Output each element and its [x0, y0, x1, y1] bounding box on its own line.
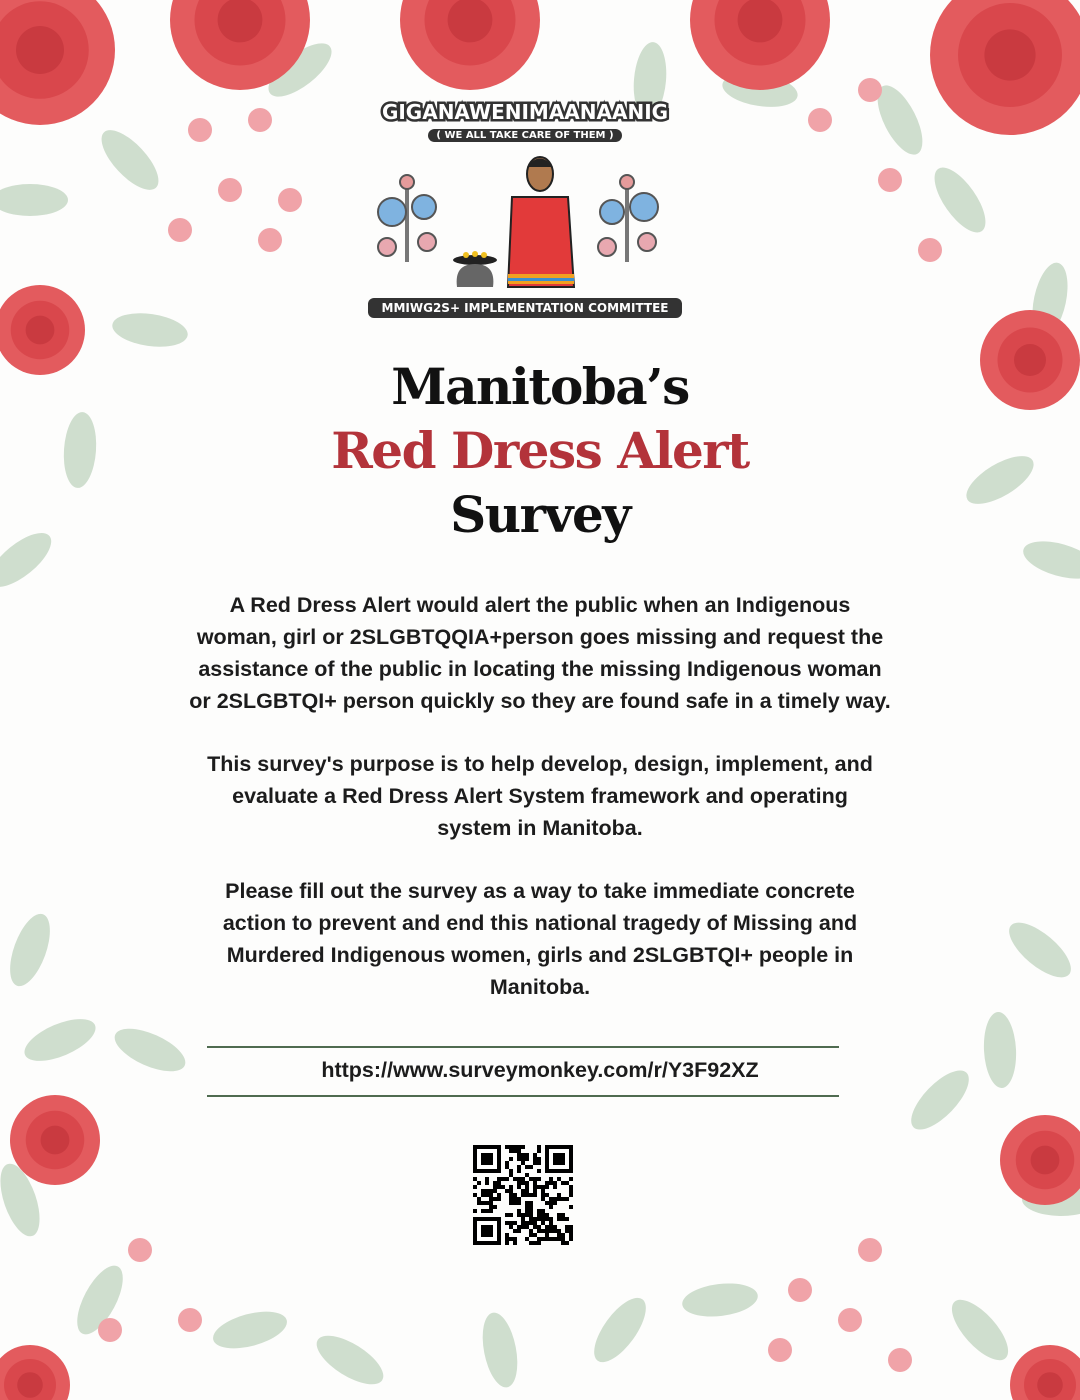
qr-module: [501, 1185, 505, 1189]
qr-module: [525, 1181, 529, 1185]
qr-module: [525, 1153, 529, 1157]
qr-module: [509, 1145, 513, 1149]
rose-center: [984, 29, 1035, 80]
qr-module: [517, 1177, 521, 1181]
qr-module: [481, 1189, 485, 1193]
blossom-icon: [128, 1238, 152, 1262]
qr-module: [529, 1213, 533, 1217]
qr-module: [513, 1197, 517, 1201]
qr-module: [569, 1177, 573, 1181]
text-line: This survey's purpose is to help develop, design, implement, and: [207, 752, 873, 776]
qr-module: [541, 1229, 545, 1233]
qr-module: [545, 1213, 549, 1217]
qr-module: [529, 1241, 533, 1245]
rose-center: [1031, 1146, 1060, 1175]
qr-module: [517, 1197, 521, 1201]
qr-module: [509, 1173, 513, 1177]
qr-module: [553, 1225, 557, 1229]
qr-module: [565, 1229, 569, 1233]
qr-module: [557, 1217, 561, 1221]
qr-module: [517, 1149, 521, 1153]
qr-module: [485, 1193, 489, 1197]
qr-module: [509, 1169, 513, 1173]
qr-module: [525, 1201, 529, 1205]
qr-module: [489, 1209, 493, 1213]
text-line: action to prevent and end this national tragedy of Missing and: [222, 911, 858, 935]
qr-module: [561, 1217, 565, 1221]
leaf-icon: [477, 1310, 523, 1391]
qr-module: [541, 1189, 545, 1193]
qr-module: [509, 1189, 513, 1193]
blossom-icon: [188, 118, 212, 142]
text-line: evaluate a Red Dress Alert System framework and operating: [232, 784, 848, 808]
page-title: [0, 355, 1080, 547]
qr-module: [553, 1153, 565, 1165]
qr-module: [517, 1185, 521, 1189]
qr-module: [557, 1233, 561, 1237]
qr-module: [561, 1241, 565, 1245]
qr-module: [537, 1229, 541, 1233]
qr-module: [473, 1177, 477, 1181]
qr-module: [537, 1241, 541, 1245]
logo-subtitle: ( WE ALL TAKE CARE OF THEM ): [362, 130, 688, 144]
qr-module: [497, 1181, 501, 1185]
qr-module: [509, 1157, 513, 1161]
qr-module: [525, 1173, 529, 1177]
qr-module: [489, 1197, 493, 1201]
qr-module: [537, 1237, 541, 1241]
qr-module: [549, 1217, 553, 1221]
qr-module: [565, 1241, 569, 1245]
qr-module: [529, 1205, 533, 1209]
blossom-icon: [278, 188, 302, 212]
qr-module: [473, 1209, 477, 1213]
qr-module: [525, 1209, 529, 1213]
qr-module: [521, 1189, 525, 1193]
logo-committee-banner: MMIWG2S+ IMPLEMENTATION COMMITTEE: [368, 298, 682, 318]
blossom-icon: [768, 1338, 792, 1362]
qr-module: [513, 1221, 517, 1225]
qr-module: [509, 1237, 513, 1241]
qr-module: [541, 1197, 545, 1201]
qr-module: [493, 1197, 497, 1201]
qr-module: [557, 1177, 561, 1181]
qr-module: [569, 1189, 573, 1193]
qr-module: [493, 1185, 497, 1189]
leaf-icon: [209, 1305, 291, 1356]
qr-module: [509, 1193, 513, 1197]
blossom-icon: [178, 1308, 202, 1332]
qr-module: [513, 1193, 517, 1197]
qr-module: [497, 1197, 501, 1201]
qr-module: [485, 1177, 489, 1181]
leaf-icon: [925, 160, 995, 241]
qr-module: [529, 1221, 533, 1225]
qr-module: [549, 1197, 553, 1201]
qr-module: [553, 1197, 557, 1201]
qr-module: [537, 1157, 541, 1161]
blossom-icon: [858, 78, 882, 102]
title-line-manitoba: Manitoba’s: [391, 357, 689, 416]
qr-module: [561, 1213, 565, 1217]
committee-logo: [362, 100, 688, 318]
rose-center: [26, 316, 55, 345]
qr-module: [545, 1181, 549, 1185]
blossom-icon: [838, 1308, 862, 1332]
qr-module: [509, 1197, 513, 1201]
blossom-icon: [98, 1318, 122, 1342]
floral-beadwork-left-icon: [378, 175, 436, 262]
rose-center: [16, 26, 64, 74]
title-line-survey: Survey: [450, 485, 630, 544]
leaf-icon: [943, 1291, 1018, 1369]
qr-module: [525, 1157, 529, 1161]
qr-module: [493, 1181, 497, 1185]
qr-module: [473, 1193, 477, 1197]
qr-module: [565, 1225, 569, 1229]
qr-module: [569, 1237, 573, 1241]
qr-module: [513, 1201, 517, 1205]
qr-module: [549, 1229, 553, 1233]
qr-module: [481, 1201, 485, 1205]
qr-module: [481, 1193, 485, 1197]
qr-module: [513, 1145, 517, 1149]
qr-module: [513, 1241, 517, 1245]
qr-module: [489, 1193, 493, 1197]
qr-module: [517, 1213, 521, 1217]
qr-module: [537, 1149, 541, 1153]
qr-module: [541, 1221, 545, 1225]
leaf-icon: [309, 1326, 390, 1393]
qr-module: [529, 1229, 533, 1233]
rose-center: [17, 1372, 43, 1398]
qr-module: [565, 1181, 569, 1185]
leaf-icon: [0, 184, 68, 216]
qr-module: [505, 1241, 509, 1245]
qr-module: [509, 1149, 513, 1153]
qr-module: [533, 1225, 537, 1229]
qr-code[interactable]: [473, 1145, 573, 1245]
qr-module: [485, 1201, 489, 1205]
qr-module: [525, 1225, 529, 1229]
qr-module: [521, 1181, 525, 1185]
qr-module: [525, 1237, 529, 1241]
blossom-icon: [168, 218, 192, 242]
qr-module: [553, 1237, 557, 1241]
qr-module: [517, 1209, 521, 1213]
qr-module: [497, 1177, 501, 1181]
text-line: Murdered Indigenous women, girls and 2SLGBTQI+ people in: [226, 943, 854, 967]
qr-module: [561, 1233, 565, 1237]
blossom-icon: [858, 1238, 882, 1262]
qr-module: [549, 1181, 553, 1185]
qr-module: [509, 1201, 513, 1205]
qr-module: [537, 1169, 541, 1173]
qr-module: [545, 1185, 549, 1189]
qr-module: [517, 1169, 521, 1173]
blossom-icon: [218, 178, 242, 202]
qr-module: [505, 1161, 509, 1165]
qr-module: [569, 1193, 573, 1197]
qr-module: [505, 1233, 509, 1237]
qr-module: [517, 1157, 521, 1161]
qr-module: [477, 1197, 481, 1201]
qr-module: [537, 1213, 541, 1217]
qr-module: [521, 1177, 525, 1181]
qr-module: [557, 1197, 561, 1201]
qr-module: [545, 1201, 549, 1205]
qr-module: [513, 1229, 517, 1233]
qr-module: [509, 1221, 513, 1225]
qr-module: [561, 1237, 565, 1241]
qr-module: [533, 1221, 537, 1225]
qr-module: [533, 1193, 537, 1197]
qr-module: [549, 1201, 553, 1205]
divider-bottom: [207, 1095, 839, 1097]
text-line: A Red Dress Alert would alert the public when an Indigenous: [229, 593, 851, 617]
paragraph-description: [100, 589, 980, 717]
leaf-icon: [1001, 913, 1080, 986]
qr-module: [537, 1217, 541, 1221]
qr-module: [489, 1201, 493, 1205]
qr-module: [561, 1197, 565, 1201]
qr-module: [557, 1213, 561, 1217]
qr-module: [525, 1221, 529, 1225]
qr-module: [493, 1189, 497, 1193]
qr-module: [541, 1213, 545, 1217]
qr-module: [517, 1201, 521, 1205]
qr-module: [497, 1185, 501, 1189]
qr-module: [525, 1185, 529, 1189]
qr-module: [517, 1229, 521, 1233]
qr-module: [533, 1177, 537, 1181]
qr-module: [545, 1225, 549, 1229]
qr-module: [505, 1177, 509, 1181]
blossom-icon: [878, 168, 902, 192]
qr-module: [505, 1213, 509, 1217]
qr-module: [521, 1157, 525, 1161]
qr-module: [529, 1177, 533, 1181]
qr-module: [533, 1153, 537, 1157]
qr-module: [521, 1221, 525, 1225]
qr-module: [529, 1201, 533, 1205]
qr-module: [485, 1209, 489, 1213]
qr-module: [549, 1221, 553, 1225]
qr-module: [477, 1181, 481, 1185]
qr-module: [533, 1157, 537, 1161]
qr-module: [557, 1229, 561, 1233]
qr-module: [517, 1181, 521, 1185]
qr-module: [549, 1237, 553, 1241]
qr-module: [565, 1217, 569, 1221]
qr-module: [537, 1145, 541, 1149]
smudge-bowl-icon: [453, 251, 497, 287]
qr-module: [525, 1205, 529, 1209]
qr-module: [529, 1209, 533, 1213]
qr-module: [521, 1145, 525, 1149]
survey-link[interactable]: https://www.surveymonkey.com/r/Y3F92XZ: [321, 1058, 759, 1082]
qr-module: [533, 1161, 537, 1165]
qr-module: [553, 1181, 557, 1185]
qr-module: [493, 1205, 497, 1209]
qr-module: [505, 1189, 509, 1193]
rose-center: [1037, 1372, 1063, 1398]
text-line: assistance of the public in locating the missing Indigenous woman: [198, 657, 882, 681]
floral-beadwork-right-icon: [598, 175, 658, 262]
rose-center: [41, 1126, 70, 1155]
paragraph-purpose: [100, 748, 980, 844]
blossom-icon: [918, 238, 942, 262]
qr-module: [549, 1177, 553, 1181]
qr-module: [533, 1241, 537, 1245]
qr-module: [545, 1237, 549, 1241]
qr-module: [521, 1225, 525, 1229]
qr-module: [529, 1217, 533, 1221]
qr-module: [521, 1193, 525, 1197]
qr-module: [501, 1177, 505, 1181]
qr-module: [533, 1185, 537, 1189]
qr-module: [529, 1193, 533, 1197]
qr-module: [545, 1217, 549, 1221]
qr-module: [485, 1189, 489, 1193]
qr-module: [521, 1153, 525, 1157]
qr-module: [513, 1177, 517, 1181]
qr-module: [517, 1225, 521, 1229]
qr-module: [477, 1201, 481, 1205]
text-line: woman, girl or 2SLGBTQQIA+person goes missing and request the: [196, 625, 884, 649]
qr-module: [489, 1205, 493, 1209]
qr-module: [541, 1217, 545, 1221]
qr-module: [485, 1181, 489, 1185]
leaf-icon: [2, 909, 58, 991]
qr-module: [521, 1161, 525, 1165]
qr-module: [529, 1165, 533, 1169]
qr-module: [537, 1161, 541, 1165]
title-line-red-dress-alert: Red Dress Alert: [331, 421, 749, 480]
qr-module: [533, 1217, 537, 1221]
leaf-icon: [585, 1290, 656, 1370]
qr-module: [497, 1193, 501, 1197]
qr-module: [553, 1229, 557, 1233]
qr-module: [553, 1185, 557, 1189]
qr-module: [513, 1149, 517, 1153]
qr-module: [569, 1185, 573, 1189]
qr-module: [521, 1217, 525, 1221]
qr-module: [525, 1189, 529, 1193]
qr-module: [545, 1193, 549, 1197]
qr-module: [513, 1237, 517, 1241]
qr-module: [509, 1213, 513, 1217]
qr-module: [509, 1185, 513, 1189]
text-line: Please fill out the survey as a way to take immediate concrete: [225, 879, 855, 903]
qr-module: [521, 1213, 525, 1217]
qr-module: [549, 1205, 553, 1209]
blossom-icon: [788, 1278, 812, 1302]
qr-module: [565, 1197, 569, 1201]
qr-module: [569, 1225, 573, 1229]
qr-module: [537, 1209, 541, 1213]
divider-top: [207, 1046, 839, 1048]
qr-module: [517, 1153, 521, 1157]
qr-module: [557, 1237, 561, 1241]
qr-module: [545, 1229, 549, 1233]
text-line: or 2SLGBTQI+ person quickly so they are found safe in a timely way.: [189, 689, 891, 713]
qr-module: [525, 1165, 529, 1169]
qr-module: [537, 1225, 541, 1229]
paragraph-call-to-action: [100, 875, 980, 1003]
qr-module: [569, 1233, 573, 1237]
qr-module: [557, 1193, 561, 1197]
blossom-icon: [248, 108, 272, 132]
logo-title: GIGANAWENIMAANAANIG: [381, 100, 669, 124]
qr-module: [549, 1225, 553, 1229]
qr-module: [553, 1201, 557, 1205]
qr-module: [533, 1181, 537, 1185]
qr-module: [505, 1165, 509, 1169]
qr-module: [517, 1165, 521, 1169]
body-text: [100, 589, 980, 1034]
woman-in-red-dress-icon: [508, 157, 574, 287]
qr-module: [541, 1209, 545, 1213]
qr-module: [481, 1153, 493, 1165]
qr-module: [533, 1233, 537, 1237]
qr-module: [489, 1189, 493, 1193]
qr-module: [481, 1209, 485, 1213]
qr-module: [541, 1193, 545, 1197]
qr-module: [505, 1237, 509, 1241]
qr-module: [517, 1145, 521, 1149]
text-line: Manitoba.: [489, 975, 591, 999]
qr-module: [525, 1193, 529, 1197]
qr-module: [569, 1229, 573, 1233]
qr-module: [537, 1177, 541, 1181]
qr-module: [537, 1185, 541, 1189]
leaf-icon: [110, 309, 190, 351]
qr-module: [473, 1185, 477, 1189]
qr-module: [541, 1237, 545, 1241]
qr-module: [541, 1185, 545, 1189]
leaf-icon: [680, 1279, 759, 1320]
qr-module: [533, 1189, 537, 1193]
blossom-icon: [888, 1348, 912, 1372]
leaf-icon: [92, 121, 167, 198]
qr-module: [569, 1205, 573, 1209]
qr-module: [525, 1213, 529, 1217]
qr-module: [509, 1225, 513, 1229]
blossom-icon: [808, 108, 832, 132]
qr-module: [505, 1145, 509, 1149]
qr-module: [545, 1233, 549, 1237]
blossom-icon: [258, 228, 282, 252]
qr-module: [529, 1233, 533, 1237]
qr-module: [561, 1181, 565, 1185]
qr-module: [481, 1225, 493, 1237]
qr-module: [505, 1221, 509, 1225]
text-line: system in Manitoba.: [437, 816, 643, 840]
